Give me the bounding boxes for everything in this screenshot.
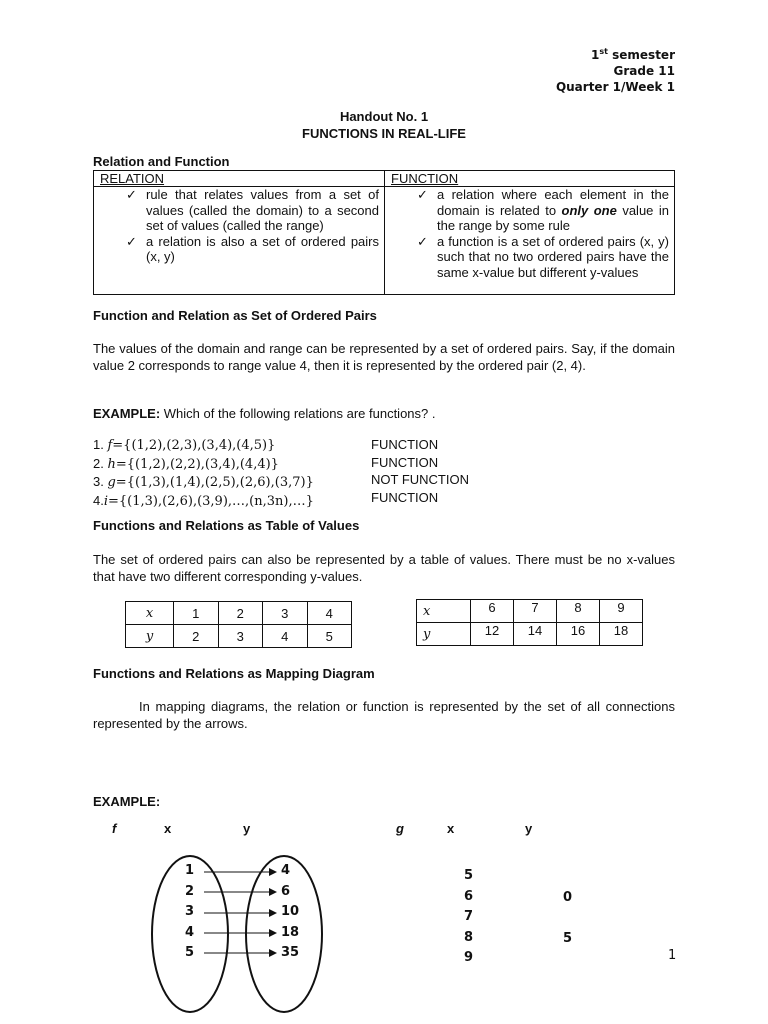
domain-value: 5 bbox=[464, 868, 474, 883]
function-bullet-2 bbox=[391, 234, 669, 281]
relation-bullet-2 bbox=[100, 234, 379, 265]
g-range-value-2: 5 bbox=[563, 931, 573, 946]
example-label: EXAMPLE: bbox=[93, 406, 161, 421]
g-x-label: x bbox=[447, 821, 455, 836]
table-cell: 6 bbox=[471, 600, 514, 623]
function-bullet-1-text-end: value in the range by some rule bbox=[437, 202, 669, 233]
domain-value: 6 bbox=[464, 888, 474, 904]
table-cell: 14 bbox=[514, 623, 557, 646]
table-cell: 4 bbox=[263, 625, 308, 648]
f-x-label: x bbox=[164, 821, 172, 836]
relation-set: ={(1,2),(2,2),(3,4),(4,4)} bbox=[115, 456, 279, 472]
table-values-heading: Functions and Relations as Table of Values bbox=[93, 518, 360, 533]
relation-label: RELATION bbox=[100, 171, 165, 186]
range-value: 4 bbox=[281, 863, 291, 878]
mapping-paragraph-text: In mapping diagrams, the relation or function is represented by the set of all connections represented by the arrows. bbox=[93, 699, 675, 731]
table-cell: 9 bbox=[600, 600, 643, 623]
mapping-example-label: EXAMPLE: bbox=[93, 794, 161, 809]
relation-set: ={(1,3),(1,4),(2,5),(2,6),(3,7)} bbox=[115, 475, 314, 490]
example-relations-list bbox=[93, 436, 314, 510]
handout-number: Handout No. 1 bbox=[339, 109, 429, 124]
check-icon: ✓ bbox=[417, 233, 428, 249]
item-number: 3. bbox=[93, 474, 108, 489]
relation-item-1 bbox=[93, 436, 314, 455]
table-cell: 8 bbox=[557, 600, 600, 623]
range-value: 6 bbox=[281, 883, 291, 899]
ordered-pairs-heading: Function and Relation as Set of Ordered Pairs bbox=[93, 308, 377, 323]
function-bullet-1 bbox=[391, 187, 669, 234]
table-cell: 2 bbox=[218, 602, 263, 625]
g-label bbox=[396, 821, 404, 836]
relation-name: i bbox=[103, 493, 109, 509]
item-number: 2. bbox=[93, 455, 108, 471]
relation-set: ={(1,2),(2,3),(3,4),(4,5)} bbox=[112, 438, 276, 453]
f-label-text: f bbox=[112, 821, 117, 836]
table-row bbox=[126, 602, 352, 625]
range-value: 35 bbox=[281, 945, 300, 960]
semester-superscript: st bbox=[599, 47, 608, 56]
example-question: Which of the following relations are functions? . bbox=[160, 406, 436, 421]
table-values-paragraph: The set of ordered pairs can also be represented by a table of values. There must be no x-values that have two different corresponding y-values. bbox=[93, 552, 675, 584]
table-cell: 3 bbox=[218, 625, 263, 648]
f-domain-values bbox=[185, 861, 194, 964]
relation-function-heading: Relation and Function bbox=[93, 154, 230, 169]
relation-set: ={(1,3),(2,6),(3,9),…,(n,3n),…} bbox=[108, 493, 314, 509]
function-bullet-1-text: a relation where each element in the domain is related to bbox=[437, 187, 669, 218]
domain-value: 3 bbox=[185, 904, 195, 919]
semester-line bbox=[556, 44, 675, 63]
page-number: 1 bbox=[668, 948, 677, 963]
relation-name: g bbox=[107, 475, 116, 490]
x-header: x bbox=[417, 600, 471, 623]
mapping-heading: Functions and Relations as Mapping Diagram bbox=[93, 666, 375, 681]
f-range-values bbox=[281, 861, 299, 964]
domain-value: 5 bbox=[185, 945, 195, 960]
g-y-label: y bbox=[525, 821, 533, 836]
relation-item-3 bbox=[93, 473, 314, 492]
relation-label-row bbox=[94, 172, 385, 187]
f-label bbox=[112, 821, 116, 836]
result-3: NOT FUNCTION bbox=[371, 472, 469, 487]
semester-word: semester bbox=[607, 48, 675, 62]
relation-column bbox=[94, 171, 385, 294]
function-column bbox=[385, 171, 675, 294]
handout-title: FUNCTIONS IN REAL-LIFE bbox=[302, 126, 466, 141]
table-cell: 2 bbox=[174, 625, 219, 648]
function-label: FUNCTION bbox=[391, 171, 459, 186]
f-y-label: y bbox=[243, 821, 251, 836]
function-label-row bbox=[385, 172, 675, 187]
semester-number: 1 bbox=[591, 48, 600, 62]
table-row bbox=[417, 600, 643, 623]
mapping-paragraph bbox=[93, 698, 675, 732]
relation-item-2 bbox=[93, 455, 314, 474]
result-1: FUNCTION bbox=[371, 437, 439, 452]
item-number: 4. bbox=[93, 492, 104, 508]
y-header: y bbox=[126, 625, 174, 648]
result-2: FUNCTION bbox=[371, 454, 439, 470]
domain-value: 4 bbox=[185, 924, 195, 940]
relation-function-box bbox=[93, 170, 675, 295]
table-cell: 4 bbox=[307, 602, 352, 625]
table-cell: 16 bbox=[557, 623, 600, 646]
range-value: 18 bbox=[281, 924, 300, 940]
check-icon: ✓ bbox=[126, 233, 137, 249]
item-number: 1. bbox=[93, 437, 108, 452]
table-cell: 1 bbox=[174, 602, 219, 625]
relation-bullet-1 bbox=[100, 187, 379, 234]
table-row bbox=[417, 623, 643, 646]
g-range-value-1: 0 bbox=[563, 890, 573, 905]
example-results-list bbox=[371, 436, 469, 506]
ordered-pairs-paragraph: The values of the domain and range can be represented by a set of ordered pairs. Say, if the domain value 2 corresponds to range value 4, then it is represented by the ordered pair (2, 4). bbox=[93, 341, 675, 373]
grade-line: Grade 11 bbox=[613, 64, 675, 78]
relation-name: f bbox=[107, 438, 113, 453]
g-label-text: g bbox=[396, 821, 404, 836]
result-4: FUNCTION bbox=[371, 489, 439, 505]
domain-value: 2 bbox=[185, 883, 195, 899]
table-cell: 18 bbox=[600, 623, 643, 646]
table-cell: 5 bbox=[307, 625, 352, 648]
g-domain-values bbox=[464, 866, 473, 969]
domain-value: 8 bbox=[464, 929, 474, 945]
example-question-line bbox=[93, 406, 435, 421]
table-cell: 3 bbox=[263, 602, 308, 625]
domain-value: 7 bbox=[464, 909, 474, 924]
values-table-1 bbox=[125, 601, 352, 648]
function-bullet-2-text: a function is a set of ordered pairs (x, y) such that no two ordered pairs have the same x-value but different y-values bbox=[437, 233, 669, 280]
y-header: y bbox=[417, 623, 471, 646]
f-mapping-diagram bbox=[140, 836, 340, 1016]
relation-item-4 bbox=[93, 492, 314, 511]
relation-bullet-1-text: rule that relates values from a set of values (called the domain) to a second set of values (called the range) bbox=[146, 187, 379, 233]
relation-name: h bbox=[107, 456, 116, 472]
values-table-2 bbox=[416, 599, 643, 646]
range-value: 10 bbox=[281, 904, 300, 919]
x-header: x bbox=[126, 602, 174, 625]
document-header bbox=[556, 44, 675, 95]
relation-bullet-2-text: a relation is also a set of ordered pairs (x, y) bbox=[146, 233, 379, 264]
check-icon: ✓ bbox=[417, 187, 428, 202]
domain-value: 9 bbox=[464, 950, 474, 965]
table-cell: 12 bbox=[471, 623, 514, 646]
table-row bbox=[126, 625, 352, 648]
quarter-line: Quarter 1/Week 1 bbox=[555, 80, 675, 94]
table-cell: 7 bbox=[514, 600, 557, 623]
check-icon: ✓ bbox=[126, 187, 137, 202]
domain-value: 1 bbox=[185, 863, 195, 878]
only-one-emphasis: only one bbox=[561, 202, 617, 218]
